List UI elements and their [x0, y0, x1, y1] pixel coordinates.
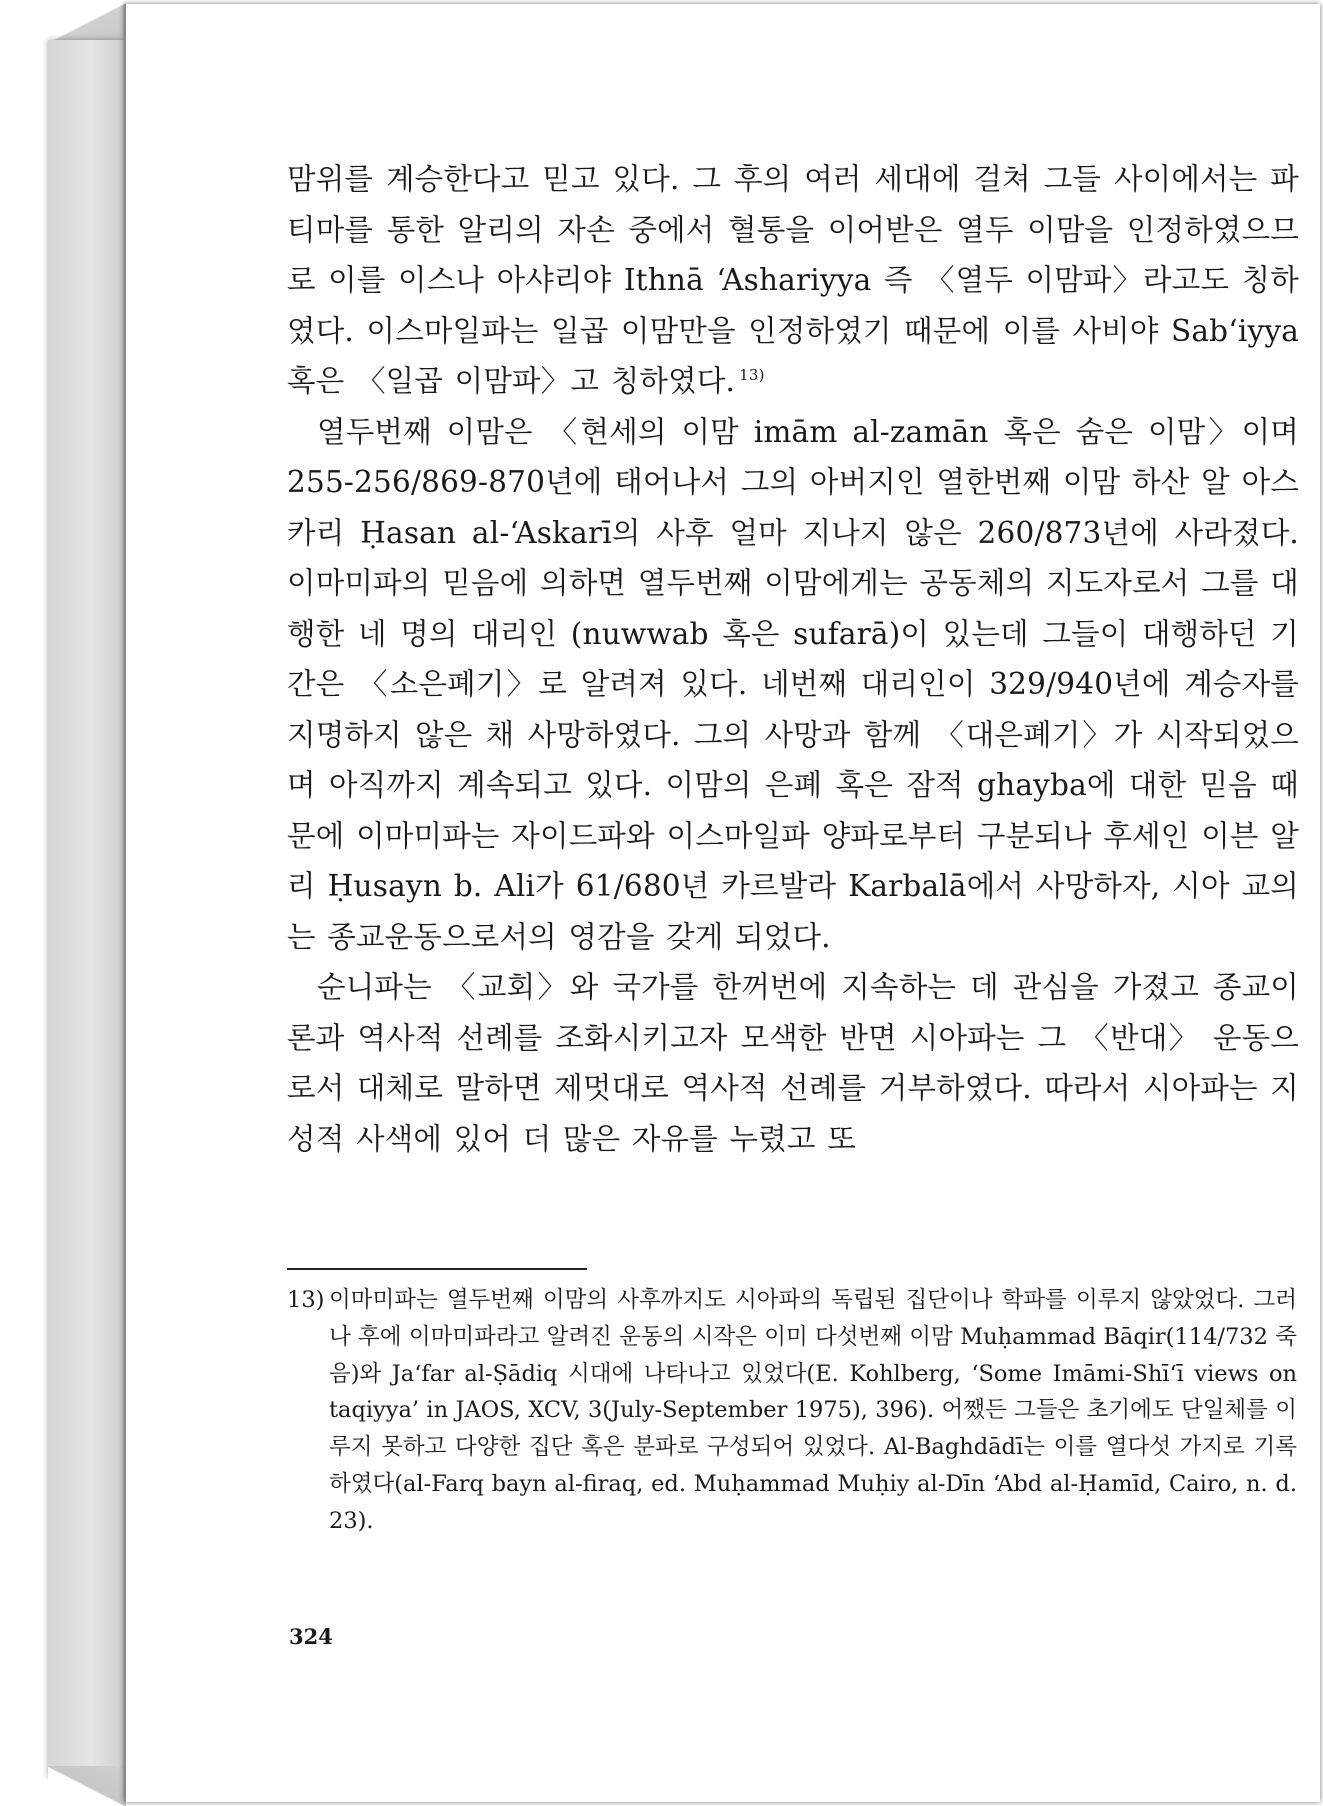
book-edge-bottom	[48, 1766, 126, 1806]
page-number: 324	[289, 1624, 333, 1649]
body-text	[287, 154, 1299, 1164]
footnote-13	[287, 1282, 1297, 1540]
paragraph-1-text: 맘위를 계승한다고 믿고 있다. 그 후의 여러 세대에 걸쳐 그들 사이에서는 파티마를 통한 알리의 자손 중에서 혈통을 이어받은 열두 이맘을 인정하였으므로 이를 이스나 아샤리야 Ithnā ‘Ashariyya 즉 〈열두 이맘파〉라고도 칭하였다. 이스마일파는 일곱 이맘만을 인정하였기 때문에 이를 사비야 Sab‘iyya 혹은 〈일곱 이맘파〉고 칭하였다.	[287, 162, 1299, 398]
footnote-text: 이마미파는 열두번째 이맘의 사후까지도 시아파의 독립된 집단이나 학파를 이루지 않았었다. 그러나 후에 이마미파라고 알려진 운동의 시작은 이미 다섯번째 이맘 Muḥammad Bāqir(114/732 죽음)와 Ja‘far al-Ṣādiq 시대에 나타나고 있었다(E. Kohlberg, ‘Some Imāmi-Shī‘ī views on taqiyya’ in JAOS, XCV, 3(July-September 1975), 396). 어쨌든 그들은 초기에도 단일체를 이루지 못하고 다양한 집단 혹은 분파로 구성되어 있었다. Al-Baghdādī는 이를 열다섯 가지로 기록하였다(al-Farq bayn al-firaq, ed. Muḥammad Muḥiy al-Dīn ‘Abd al-Ḥamīd, Cairo, n. d. 23).	[329, 1287, 1297, 1534]
paragraph-2	[287, 407, 1299, 963]
paragraph-1	[287, 154, 1299, 407]
book-page	[124, 4, 1320, 1802]
book-page-stack-edge	[48, 40, 126, 1778]
paragraph-3-text: 순니파는 〈교회〉와 국가를 한꺼번에 지속하는 데 관심을 가졌고 종교이론과 역사적 선례를 조화시키고자 모색한 반면 시아파는 그 〈반대〉 운동으로서 대체로 말하면 제멋대로 역사적 선례를 거부하였다. 따라서 시아파는 지성적 사색에 있어 더 많은 자유를 누렸고 또	[287, 970, 1299, 1156]
footnote-reference: 13)	[739, 366, 765, 385]
book-edge-top	[48, 4, 126, 44]
footnote-number: 13)	[287, 1287, 325, 1313]
paragraph-3	[287, 962, 1299, 1164]
footnote-divider	[287, 1268, 587, 1270]
paragraph-2-text: 열두번째 이맘은 〈현세의 이맘 imām al-zamān 혹은 숨은 이맘〉이며 255-256/869-870년에 태어나서 그의 아버지인 열한번째 이맘 하산 알 아스카리 Ḥasan al-‘Askarī의 사후 얼마 지나지 않은 260/873년에 사라졌다. 이마미파의 믿음에 의하면 열두번째 이맘에게는 공동체의 지도자로서 그를 대행한 네 명의 대리인 (nuwwab 혹은 sufarā)이 있는데 그들이 대행하던 기간은 〈소은폐기〉로 알려져 있다. 네번째 대리인이 329/940년에 계승자를 지명하지 않은 채 사망하였다. 그의 사망과 함께 〈대은폐기〉가 시작되었으며 아직까지 계속되고 있다. 이맘의 은폐 혹은 잠적 ghayba에 대한 믿음 때문에 이마미파는 자이드파와 이스마일파 양파로부터 구분되나 후세인 이븐 알리 Ḥusayn b. Ali가 61/680년 카르발라 Karbalā에서 사망하자, 시아 교의는 종교운동으로서의 영감을 갖게 되었다.	[287, 414, 1299, 954]
